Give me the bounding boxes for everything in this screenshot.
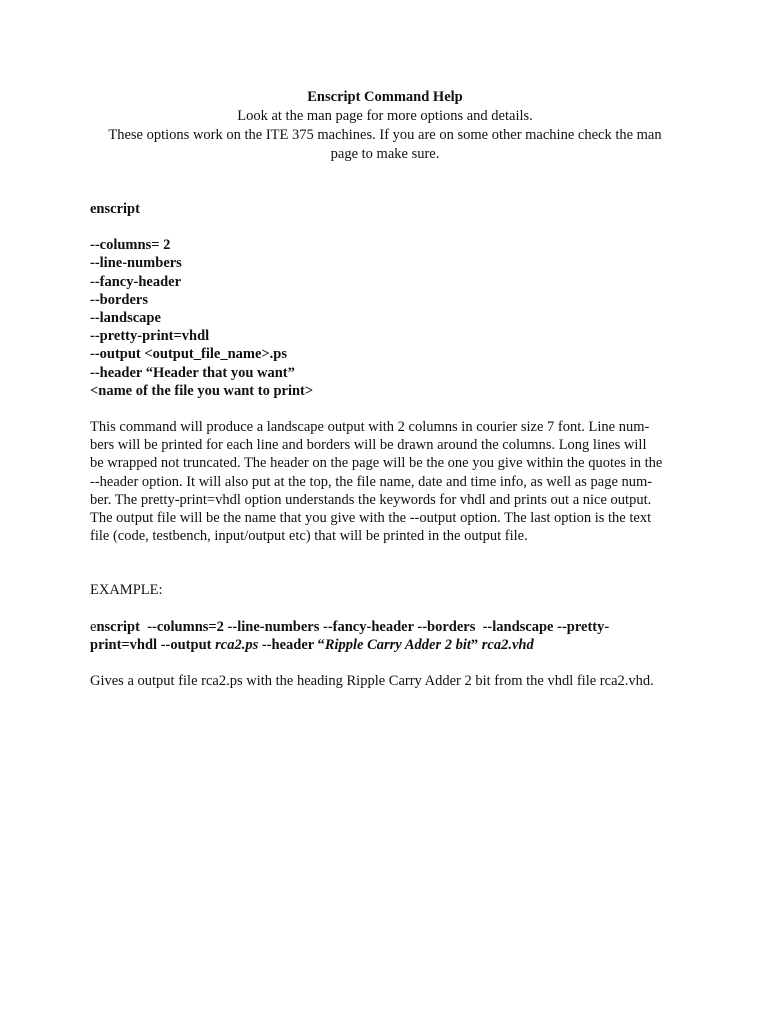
example-first-letter: e bbox=[90, 618, 97, 635]
example-header-text: Ripple Carry Adder 2 bit bbox=[324, 636, 471, 653]
option-pretty-print: --pretty-print=vhdl bbox=[90, 328, 210, 345]
option-columns: --columns= 2 bbox=[90, 237, 171, 254]
example-command-line-2 bbox=[90, 636, 680, 654]
description-line: The output file will be the name that you give with the --output option. The last option is the text bbox=[90, 510, 652, 527]
command-name: enscript bbox=[90, 201, 140, 217]
option-file-name: <name of the file you want to print> bbox=[90, 382, 314, 399]
document-page bbox=[90, 88, 680, 690]
option-fancy-header: --fancy-header bbox=[90, 273, 182, 290]
option-header: --header “Header that you want” bbox=[90, 364, 295, 381]
example-command-line-1 bbox=[90, 618, 680, 636]
example-source-file: rca2.vhd bbox=[481, 636, 534, 653]
header-line-2a: These options work on the ITE 375 machines. If you are on some other machine check the man bbox=[108, 127, 662, 143]
description-line: This command will produce a landscape output with 2 columns in courier size 7 font. Line num- bbox=[90, 419, 650, 436]
example-label: EXAMPLE: bbox=[90, 582, 163, 599]
document-title: Enscript Command Help bbox=[307, 89, 463, 105]
header-line-2b: page to make sure. bbox=[330, 146, 440, 162]
command-block bbox=[90, 200, 680, 400]
description-line: file (code, testbench, input/output etc) that will be printed in the output file. bbox=[90, 528, 528, 545]
example-line-2-b: --header “ bbox=[258, 636, 325, 653]
example-line-2-a: print=vhdl --output bbox=[90, 636, 216, 653]
description-line: ber. The pretty-print=vhdl option understands the keywords for vhdl and prints out a nice output. bbox=[90, 491, 652, 508]
header-line-1: Look at the man page for more options and details. bbox=[237, 108, 533, 124]
example-output-file: rca2.ps bbox=[215, 636, 259, 653]
option-landscape: --landscape bbox=[90, 310, 161, 327]
option-borders: --borders bbox=[90, 291, 148, 308]
result-sentence: Gives a output file rca2.ps with the heading Ripple Carry Adder 2 bit from the vhdl file rca2.vhd. bbox=[90, 673, 654, 690]
option-line-numbers: --line-numbers bbox=[90, 255, 182, 272]
description-paragraph bbox=[90, 418, 680, 545]
description-line: --header option. It will also put at the top, the file name, date and time info, as well as page num- bbox=[90, 473, 653, 490]
example-line-2-c: ” bbox=[470, 636, 482, 653]
example-line-1-rest: nscript --columns=2 --line-numbers --fancy-header --borders --landscape --pretty- bbox=[96, 618, 610, 635]
description-line: bers will be printed for each line and borders will be drawn around the columns. Long lines will bbox=[90, 437, 647, 454]
document-header bbox=[90, 88, 680, 164]
option-output: --output <output_file_name>.ps bbox=[90, 346, 287, 363]
example-command bbox=[90, 618, 680, 654]
description-line: be wrapped not truncated. The header on the page will be the one you give within the quotes in the bbox=[90, 455, 663, 472]
